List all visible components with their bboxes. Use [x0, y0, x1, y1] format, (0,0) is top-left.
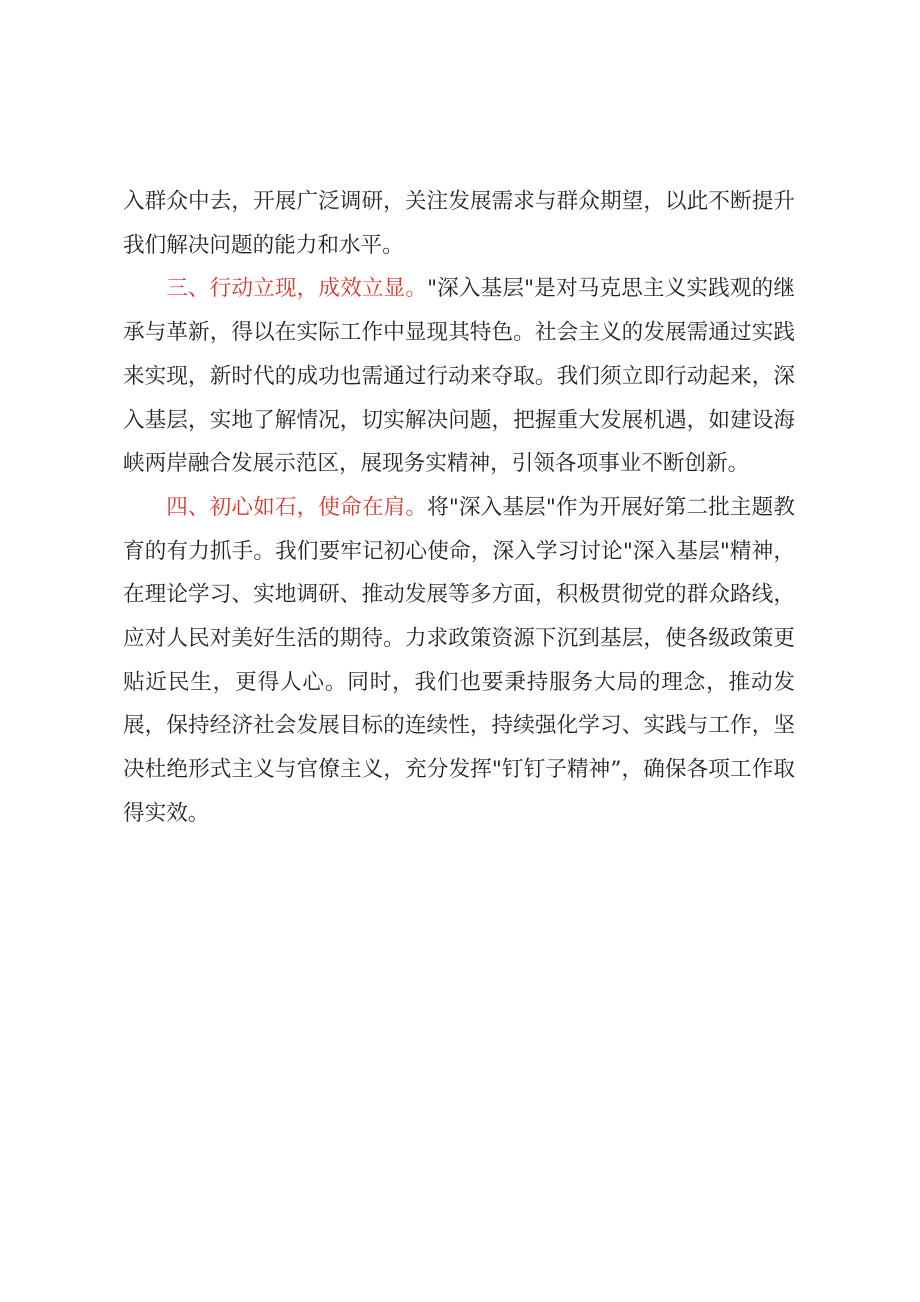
paragraph-continuation [123, 180, 795, 267]
paragraph-text: "深入基层"是对马克思主义实践观的继承与革新，得以在实际工作中显现其特色。社会主义的发展需通过实践来实现，新时代的成功也需通过行动来夺取。我们须立即行动起来，深入基层，实地了解情况，切实解决问题，把握重大发展机遇，如建设海峡两岸融合发展示范区，展现务实精神，引领各项事业不断创新。 [123, 276, 795, 477]
paragraph-text: 将"深入基层"作为开展好第二批主题教育的有力抓手。我们要牢记初心使命，深入学习讨论"深入基层"精神，在理论学习、实地调研、推动发展等多方面，积极贯彻党的群众路线，应对人民对美好生活的期待。力求政策资源下沉到基层，使各级政策更贴近民生，更得人心。同时，我们也要秉持服务大局的理念，推动发展，保持经济社会发展目标的连续性，持续强化学习、实践与工作，坚决杜绝形式主义与官僚主义，充分发挥"钉钉子精神”，确保各项工作取得实效。 [123, 494, 795, 826]
paragraph-section-three [123, 267, 795, 486]
section-heading-three: 三、行动立现，成效立显。 [166, 276, 428, 302]
section-heading-four: 四、初心如石，使命在肩。 [166, 494, 428, 520]
document-body [123, 180, 795, 836]
paragraph-section-four [123, 486, 795, 836]
paragraph-text: 入群众中去，开展广泛调研，关注发展需求与群众期望，以此不断提升我们解决问题的能力和水平。 [123, 189, 795, 258]
